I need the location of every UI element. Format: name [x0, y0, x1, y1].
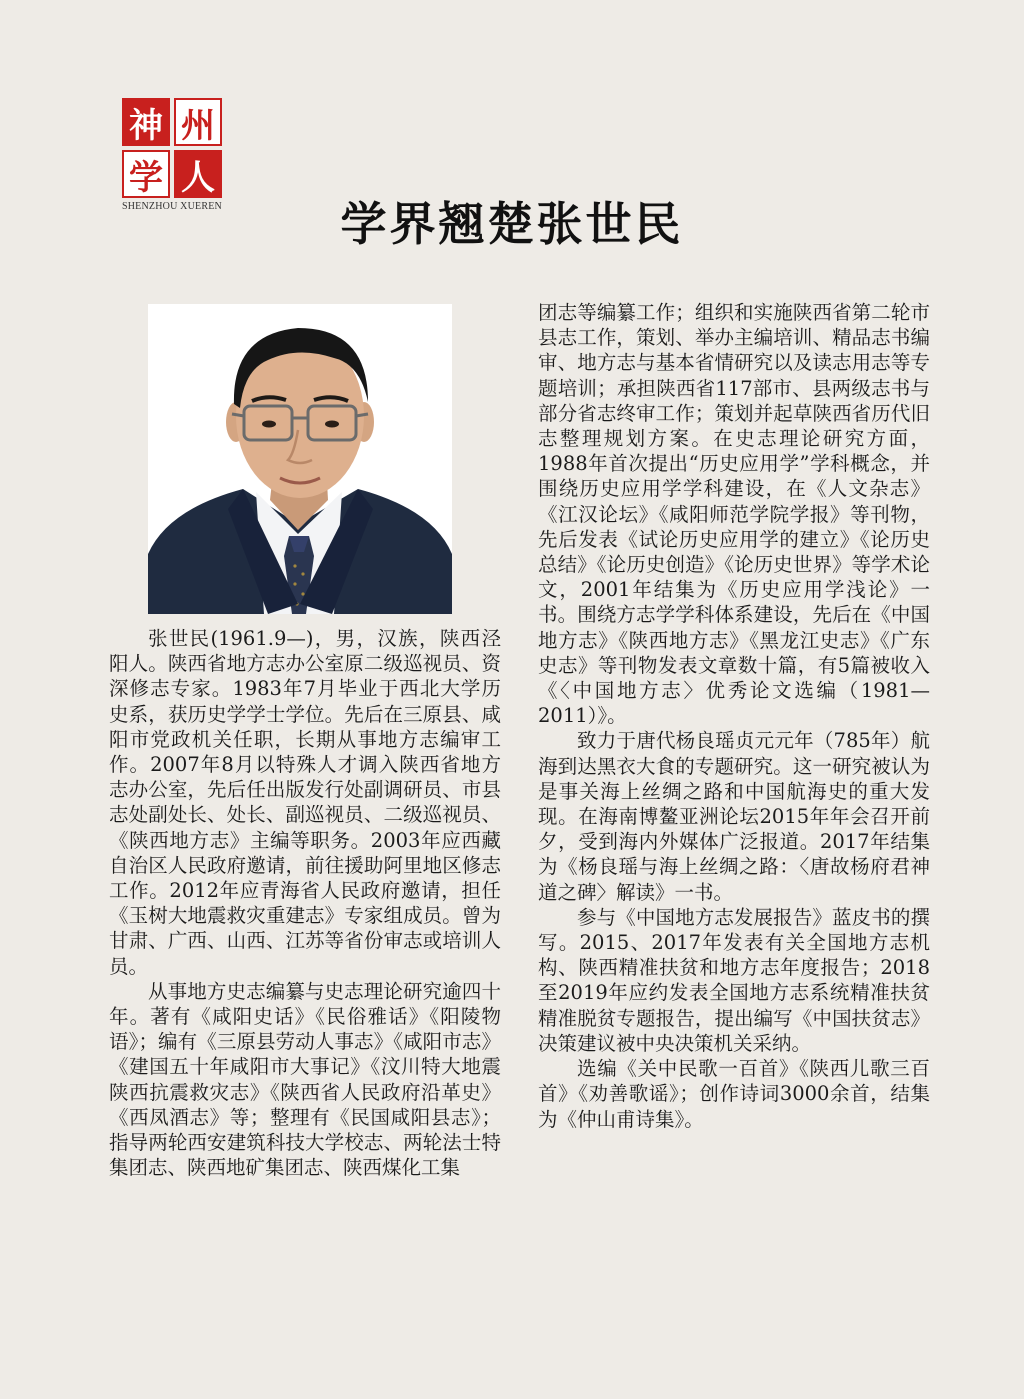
portrait-photo [148, 304, 452, 614]
body-paragraph-continued: 团志等编纂工作；组织和实施陕西省第二轮市县志工作，策划、举办主编培训、精品志书编审、地方志与基本省情研究以及读志用志等专题培训；承担陕西省117部市、县两级志书与部分省志终审工作；策划并起草陕西省历代旧志整理规划方案。在史志理论研究方面，1988年首次提出“历史应用学”学科概念，并围绕历史应用学学科建设，在《人文杂志》《江汉论坛》《咸阳师范学院学报》等刊物，先后发表《试论历史应用学的建立》《论历史总结》《论历史创造》《论历史世界》等学术论文，2001年结集为《历史应用学浅论》一书。围绕方志学学科体系建设，先后在《中国地方志》《陕西地方志》《黑龙江史志》《广东史志》等刊物发表文章数十篇，有5篇被收入《〈中国地方志〉优秀论文选编（1981—2011）》。 [538, 301, 930, 728]
logo-subtitle: SHENZHOU XUEREN [122, 201, 222, 212]
body-paragraph: 致力于唐代杨良瑶贞元元年（785年）航海到达黑衣大食的专题研究。这一研究被认为是事关海上丝绸之路和中国航海史的重大发现。在海南博鳌亚洲论坛2015年年会召开前夕，受到海内外媒体广泛报道。2017年结集为《杨良瑶与海上丝绸之路：〈唐故杨府君神道之碑〉解读》一书。 [538, 729, 930, 904]
body-paragraph: 参与《中国地方志发展报告》蓝皮书的撰写。2015、2017年发表有关全国地方志机构、陕西精准扶贫和地方志年度报告；2018至2019年应约发表全国地方志系统精准扶贫精准脱贫专题报告，提出编写《中国扶贫志》决策建议被中央决策机关采纳。 [538, 905, 930, 1055]
portrait-illustration [148, 304, 452, 614]
body-paragraph: 选编《关中民歌一百首》《陕西儿歌三百首》《劝善歌谣》；创作诗词3000余首，结集为《仲山甫诗集》。 [538, 1057, 930, 1131]
logo-grid [122, 98, 222, 198]
logo-char-shen: 神 [122, 98, 170, 146]
article-column-right [538, 300, 930, 1132]
body-paragraph: 从事地方史志编纂与史志理论研究逾四十年。著有《咸阳史话》《民俗雅话》《阳陵物语》；编有《三原县劳动人事志》《咸阳市志》《建国五十年咸阳市大事记》《汶川特大地震陕西抗震救灾志》《陕西省人民政府沿革史》《西凤酒志》等；整理有《民国咸阳县志》；指导两轮西安建筑科技大学校志、两轮法士特集团志、陕西地矿集团志、陕西煤化工集 [109, 979, 501, 1180]
logo-char-xue: 学 [122, 150, 170, 198]
logo-char-zhou: 州 [174, 98, 222, 146]
body-paragraph: 张世民(1961.9—)，男，汉族，陕西泾阳人。陕西省地方志办公室原二级巡视员、资深修志专家。1983年7月毕业于西北大学历史系，获历史学学士学位。先后在三原县、咸阳市党政机关任职，长期从事地方志编审工作。2007年8月以特殊人才调入陕西省地方志办公室，先后任出版发行处副调研员、市县志处副处长、处长、副巡视员、二级巡视员、《陕西地方志》主编等职务。2003年应西藏自治区人民政府邀请，前往援助阿里地区修志工作。2012年应青海省人民政府邀请，担任《玉树大地震救灾重建志》专家组成员。曾为甘肃、广西、山西、江苏等省份审志或培训人员。 [109, 627, 501, 978]
logo-char-ren: 人 [174, 150, 222, 198]
article-title: 学界翘楚张世民 [340, 197, 684, 251]
article-column-left [109, 626, 501, 1180]
